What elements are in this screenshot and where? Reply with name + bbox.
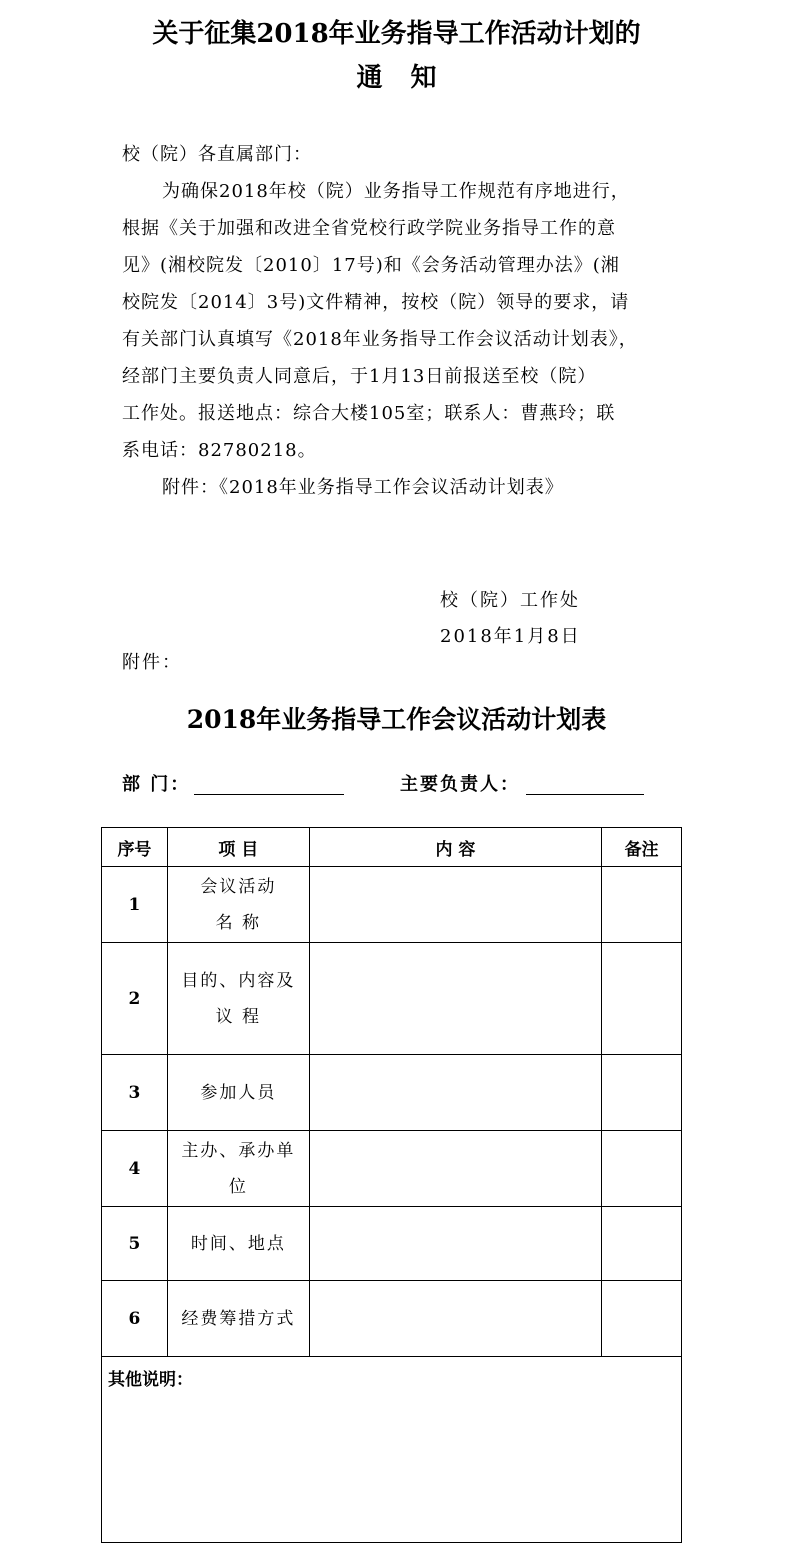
row-item: 时间、地点 xyxy=(167,1207,309,1281)
row-number: 2 xyxy=(102,943,168,1055)
row-number: 1 xyxy=(102,867,168,943)
row-content-cell[interactable] xyxy=(309,1207,601,1281)
row-number: 3 xyxy=(102,1055,168,1131)
other-notes-label: 其他说明： xyxy=(108,1370,193,1390)
row-content-cell[interactable] xyxy=(309,1131,601,1207)
row-content-cell[interactable] xyxy=(309,1055,601,1131)
other-notes-row xyxy=(102,1357,682,1543)
notice-title-line1: 关于征集2018年业务指导工作活动计划的 xyxy=(152,19,641,49)
table-row xyxy=(102,1131,682,1207)
row-content-cell[interactable] xyxy=(309,943,601,1055)
attachment-label: 附件： xyxy=(122,652,182,673)
row-item: 会议活动 名 称 xyxy=(167,867,309,943)
row-remark-cell[interactable] xyxy=(602,867,682,943)
table-row xyxy=(102,1207,682,1281)
body-line: 见》(湘校院发〔2010〕17号)和《会务活动管理办法》(湘 xyxy=(122,255,620,276)
head-fill-line xyxy=(526,794,644,795)
header-content: 内 容 xyxy=(309,828,601,867)
salutation: 校（院）各直属部门： xyxy=(122,144,312,165)
body-line: 根据《关于加强和改进全省党校行政学院业务指导工作的意 xyxy=(122,218,616,239)
body-line: 校院发〔2014〕3号)文件精神，按校（院）领导的要求，请 xyxy=(122,292,630,313)
form-title: 2018年业务指导工作会议活动计划表 xyxy=(186,705,607,734)
signature-date: 2018年1月8日 xyxy=(440,626,581,647)
row-item: 经费筹措方式 xyxy=(167,1281,309,1357)
row-remark-cell[interactable] xyxy=(602,1281,682,1357)
notice-title-line2: 通知 xyxy=(356,63,465,93)
head-label: 主要负责人： xyxy=(400,774,520,795)
table-row xyxy=(102,1281,682,1357)
body-line: 经部门主要负责人同意后，于1月13日前报送至校（院） xyxy=(122,366,597,387)
attachment-line: 附件：《2018年业务指导工作会议活动计划表》 xyxy=(162,477,564,498)
other-notes-cell[interactable] xyxy=(102,1357,682,1543)
notice-body xyxy=(122,173,682,506)
dept-fill-line xyxy=(194,794,344,795)
row-number: 6 xyxy=(102,1281,168,1357)
row-number: 5 xyxy=(102,1207,168,1281)
body-line: 工作处。报送地点：综合大楼105室；联系人：曹燕玲；联 xyxy=(122,403,616,424)
row-remark-cell[interactable] xyxy=(602,943,682,1055)
dept-label: 部 门： xyxy=(122,774,191,795)
table-row xyxy=(102,1055,682,1131)
body-line: 为确保2018年校（院）业务指导工作规范有序地进行， xyxy=(162,181,630,202)
row-number: 4 xyxy=(102,1131,168,1207)
plan-table xyxy=(101,827,682,1543)
table-header-row xyxy=(102,828,682,867)
row-item: 主办、承办单 位 xyxy=(167,1131,309,1207)
row-remark-cell[interactable] xyxy=(602,1207,682,1281)
row-item: 参加人员 xyxy=(167,1055,309,1131)
row-content-cell[interactable] xyxy=(309,1281,601,1357)
row-content-cell[interactable] xyxy=(309,867,601,943)
row-item: 目的、内容及 议 程 xyxy=(167,943,309,1055)
header-remark: 备注 xyxy=(602,828,682,867)
row-remark-cell[interactable] xyxy=(602,1131,682,1207)
table-row xyxy=(102,943,682,1055)
table-row xyxy=(102,867,682,943)
header-item: 项 目 xyxy=(167,828,309,867)
signature-org: 校（院）工作处 xyxy=(440,590,580,611)
row-remark-cell[interactable] xyxy=(602,1055,682,1131)
body-line: 有关部门认真填写《2018年业务指导工作会议活动计划表》， xyxy=(122,329,638,350)
header-no: 序号 xyxy=(102,828,168,867)
body-line: 系电话：82780218。 xyxy=(122,440,317,461)
